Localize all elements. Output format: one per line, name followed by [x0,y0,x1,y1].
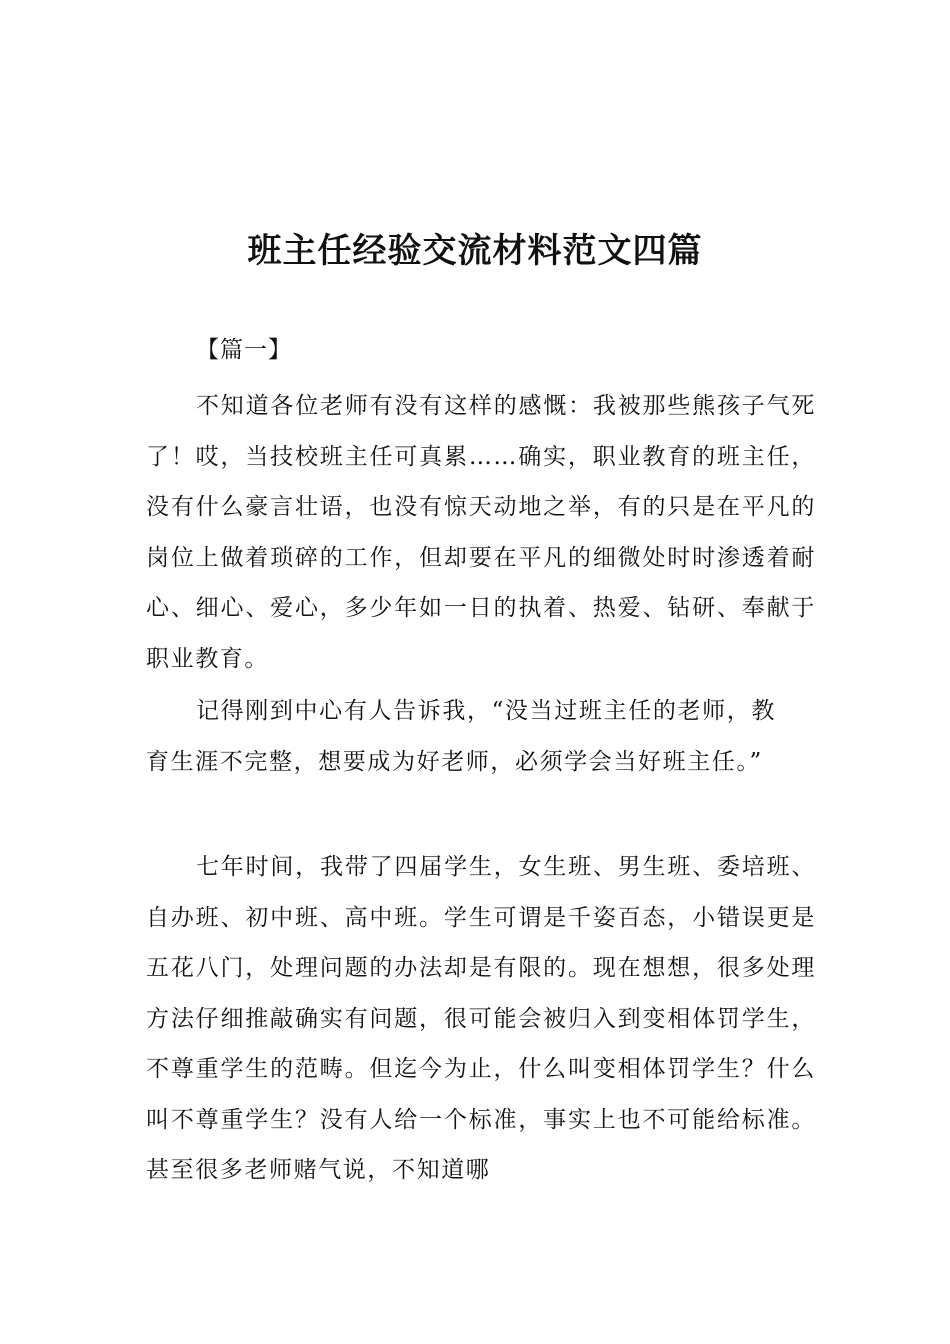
paragraph-2: 记得刚到中心有人告诉我，“没当过班主任的老师，教育生涯不完整，想要成为好老师，必须学会当好班主任。” [146,698,776,775]
section-label: 【篇一】 [196,337,292,363]
paragraph-1: 不知道各位老师有没有这样的感慨：我被那些熊孩子气死了！哎，当技校班主任可真累……确实，职业教育的班主任，没有什么豪言壮语，也没有惊天动地之举，有的只是在平凡的岗位上做着琐碎的工作，但却要在平凡的细微处时时渗透着耐心、细心、爱心，多少年如一日的执着、热爱、钻研、奉献于职业教育。 [146,393,816,672]
paragraph-3: 七年时间，我带了四届学生，女生班、男生班、委培班、自办班、初中班、高中班。学生可谓是千姿百态，小错误更是五花八门，处理问题的办法却是有限的。现在想想，很多处理方法仔细推敲确实有问题，很可能会被归入到变相体罚学生，不尊重学生的范畴。但迄今为止，什么叫变相体罚学生？什么叫不尊重学生？没有人给一个标准，事实上也不可能给标准。甚至很多老师赌气说，不知道哪 [146,854,816,1183]
document-title: 班主任经验交流材料范文四篇 [247,231,703,271]
